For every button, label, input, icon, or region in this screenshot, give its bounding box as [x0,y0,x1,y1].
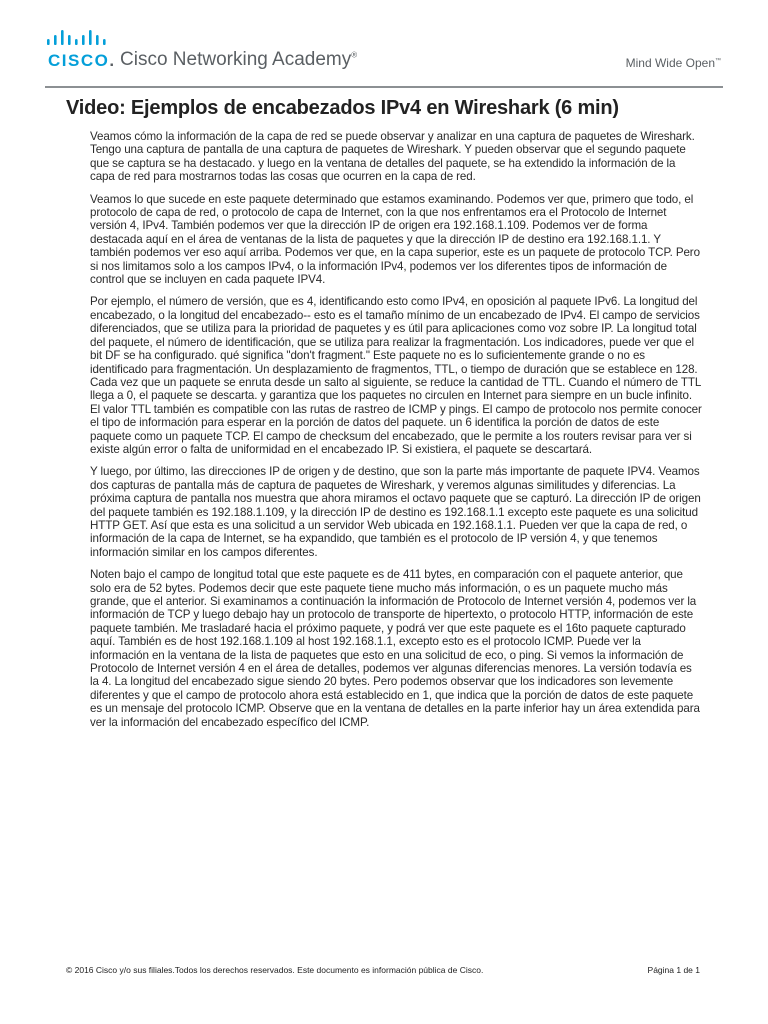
footer-copyright: © 2016 Cisco y/o sus filiales.Todos los derechos reservados. Este documento es información pública de Cisco. [66,965,484,975]
paragraph-2: Veamos lo que sucede en este paquete determinado que estamos examinando. Podemos ver que, primero que todo, el protocolo de capa de red, o protocolo de capa de Internet, con la que nos enfrentamos era el Protocolo de Internet versión 4, IPv4. También podemos ver que la dirección IP de origen era 192.168.1.109. Podemos ver de forma destacada aquí en el área de ventanas de la lista de paquetes y que la dirección IP de destino era 192.168.1.1. Y también podemos ver eso aquí arriba. Podemos ver que, en la capa superior, este es un paquete de protocolo TCP. Pero si nos limitamos solo a los campos IPv4, o la información IPv4, podemos ver los diferentes tipos de información de control que se incluyen en cada paquete IPV4. [90,192,700,287]
cisco-logo-dot: . [109,51,116,70]
academy-name [120,49,357,71]
cisco-logo-word [48,51,116,71]
footer-page-number: Página 1 de 1 [647,965,700,975]
document-title: Video: Ejemplos de encabezados IPv4 en Wireshark (6 min) [66,97,619,119]
document-body [90,130,702,738]
cisco-logo-text: CISCO [48,51,110,70]
paragraph-5: Noten bajo el campo de longitud total que este paquete es de 411 bytes, en comparación con el paquete anterior, que solo era de 52 bytes. Podemos decir que este paquete tiene mucho más información, o es un paquete mucho más grande, que el anterior. Si examinamos a continuación la información de Protocolo de Internet versión 4, podemos ver la información de TCP y luego debajo hay un protocolo de transporte de hipertexto, o protocolo HTTP, información de este paquete también. Me trasladaré hacia el próximo paquete, y podrá ver que este paquete es el 16to paquete capturado aquí. También es de host 192.168.1.109 al host 192.168.1.1, excepto esto es el protocolo ICMP. Puede ver la información en la ventana de la lista de paquetes que esto en una solicitud de eco, o ping. Si vemos la información de Protocolo de Internet versión 4 en el área de detalles, podemos ver algunas diferencias menores. La versión todavía es la 4. La longitud del encabezado sigue siendo 20 bytes. Pero podemos observar que los indicadores son levemente diferentes y que el campo de protocolo ahora está establecido en 1, que indica que la porción de datos de este paquete es un mensaje del protocolo ICMP. Observe que en la ventana de detalles en la parte inferior hay un área extendida para ver la información del encabezado específico del ICMP. [90,568,700,729]
trademark-mark: ™ [715,58,721,64]
page-header [0,0,768,96]
academy-name-text: Cisco Networking Academy [120,49,352,70]
tagline-text: Mind Wide Open [625,56,715,70]
cisco-logo-bars-icon [47,30,117,50]
header-divider [45,86,723,88]
paragraph-4: Y luego, por último, las direcciones IP de origen y de destino, que son la parte más importante de paquete IPV4. Veamos dos capturas de pantalla más de captura de paquetes de Wireshark, y veremos algunas similitudes y diferencias. La próxima captura de pantalla nos muestra que ahora miramos el octavo paquete que se capturó. La dirección IP de origen del paquete también es 192.188.1.109, y la dirección IP de destino es 192.168.1.1 excepto este paquete es una solicitud HTTP GET. Así que esta es una solicitud a un servidor Web ubicada en 192.168.1.1. Pueden ver que la capa de red, o información de la capa de Internet, se ha expandido, que también es el protocolo de IP versión 4, y que tenemos información similar en los campos diferentes. [90,465,701,559]
registered-mark: ® [351,50,358,60]
paragraph-1: Veamos cómo la información de la capa de red se puede observar y analizar en una captura de paquetes de Wireshark. Tengo una captura de pantalla de una captura de paquetes de Wireshark. Y pueden observar que el segundo paquete que se captura se ha destacado. y luego en la ventana de detalles del paquete, se ha extendido la información de la capa de red para mostrarnos todas las cosas que ocurren en la capa de red. [90,130,695,184]
paragraph-3: Por ejemplo, el número de versión, que es 4, identificando esto como IPv4, en oposición al paquete IPv6. La longitud del encabezado, o la longitud del encabezado-- esto es el tamaño mínimo de un encabezado de IPv4. El campo de servicios diferenciados, que se utiliza para la prioridad de paquetes y es útil para aplicaciones como voz sobre IP. La longitud total del paquete, el número de identificación, que se utiliza para realizar la fragmentación. Los indicadores, puede ver que el bit DF se ha configurado. qué significa "don't fragment." Este paquete no es lo suficientemente grande o no es identificado para fragmentación. Un desplazamiento de fragmentos, TTL, o tiempo de duración que se establece en 128. Cada vez que un paquete se enruta desde un salto al siguiente, se reduce la cantidad de TTL. Cuando el número de TTL llega a 0, el paquete se descarta. y garantiza que los paquetes no circulen en Internet para siempre en un bucle infinito. El valor TTL también es compatible con las rutas de rastreo de ICMP y pings. El campo de protocolo nos permite conocer el tipo de información para esperar en la porción de datos del paquete. un 6 identifica la porción de datos de este paquete como un paquete TCP. El campo de checksum del encabezado, que le permite a los routers revisar para ver si existe algún error o falta de uniformidad en el encabezado IP. Si existiera, el paquete se descartará. [90,295,702,456]
tagline [626,56,721,70]
